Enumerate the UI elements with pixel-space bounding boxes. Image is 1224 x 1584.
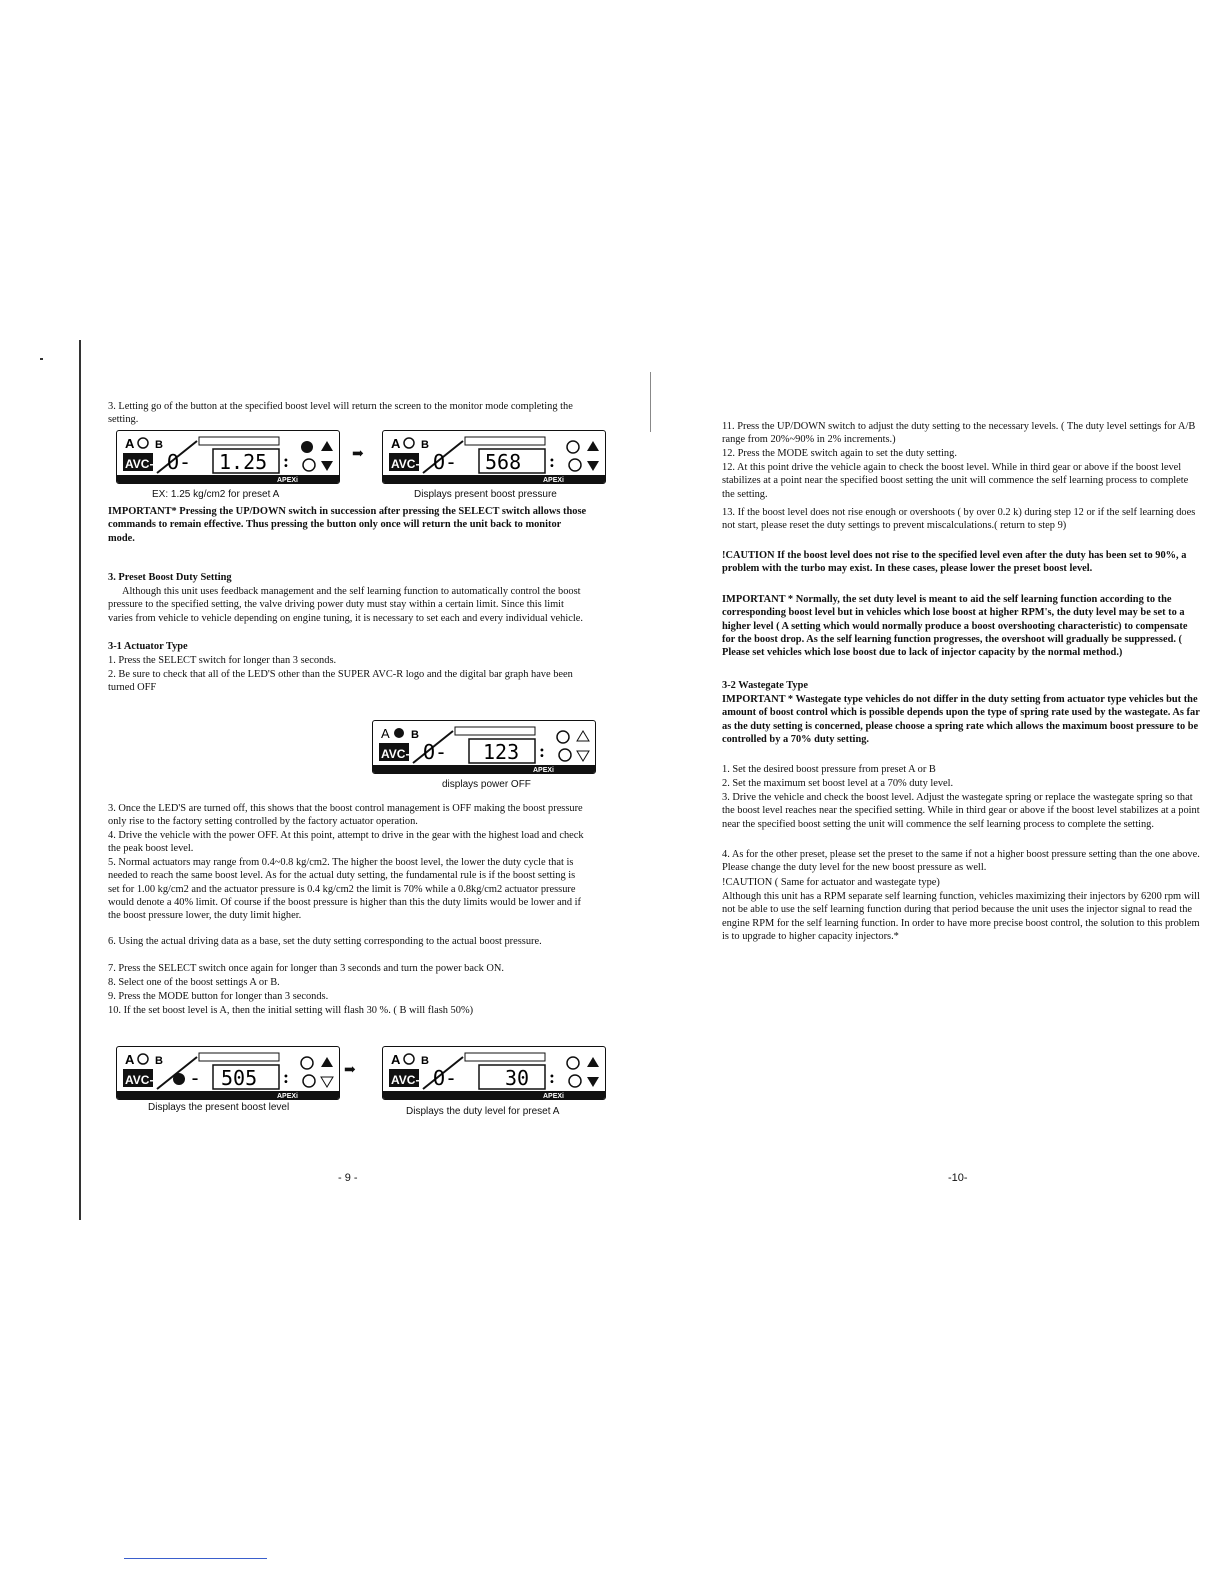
svg-text::: : [539, 741, 545, 761]
step-1-select: 1. Press the SELECT switch for longer than 3 seconds. [108, 655, 337, 666]
lcd-display-duty-level [382, 1046, 606, 1100]
lcd-display-monitor [382, 430, 606, 484]
step-3-letting-go: 3. Letting go of the button at the specified boost level will return the screen to the monitor mode completing the setting. [108, 401, 573, 426]
step-5-normal-actuators: 5. Normal actuators may range from 0.4~0.8 kg/cm2. The higher the boost level, the lower the duty cycle that is needed to reach the same boost level. As for the actual duty setting, the fundamental rule is if the boost setting is set for 1.00 kg/cm2 and the actuator pressure is 0.4 kg/cm2 the limit is 70% while a 0.8kg/cm2 actuator pressure would denote a 40% limit. Of course if the boost pressure is higher than this the duty limits would be lower and if the boost pressure lower, the duty limit higher. [108, 857, 581, 922]
svg-text:B: B [421, 439, 429, 451]
svg-text:APEXi: APEXi [277, 477, 299, 483]
svg-text:123: 123 [483, 740, 520, 764]
svg-text:A: A [125, 1052, 135, 1067]
svg-text::: : [283, 451, 289, 471]
heading-preset-boost-duty: 3. Preset Boost Duty Setting [108, 572, 232, 583]
caption-duty-level: Displays the duty level for preset A [406, 1106, 560, 1117]
center-fold-mark [650, 372, 651, 432]
step-12-drive-check: 12. At this point drive the vehicle again to check the boost level. While in third gear or above if the boost level stabilizes at a point near the specified boost setting the unit will commence the self learning process to complete the setting. [722, 462, 1189, 500]
lcd-display-power-off [372, 720, 596, 774]
svg-text:O-: O- [433, 450, 458, 474]
wastegate-step-2: 2. Set the maximum set boost level at a 70% duty level. [722, 778, 954, 789]
step-6-duty-setting: 6. Using the actual driving data as a base, set the duty setting corresponding to the actual boost pressure. [108, 936, 542, 947]
svg-text:APEXi: APEXi [277, 1093, 299, 1099]
svg-text:A: A [381, 726, 390, 741]
page-number-10: -10- [948, 1172, 968, 1184]
svg-text:568: 568 [485, 450, 522, 474]
scan-edge-mark [79, 340, 81, 1220]
svg-text:505: 505 [221, 1066, 258, 1090]
svg-text:30: 30 [505, 1066, 530, 1090]
wastegate-step-4: 4. As for the other preset, please set the preset to the same if not a higher boost pressure setting than the one above. Please change the duty level for the new boost pressure as well. [722, 849, 1200, 874]
svg-text:1.25: 1.25 [219, 450, 268, 474]
important-note-2: IMPORTANT * Normally, the set duty level is meant to aid the self learning function according to the corresponding boost level but in vehicles which lose boost at higher RPM's, the duty level may be set to a higher level ( A setting which would normally produce a boost overshooting characteristic) to compensate for the boost drop. As the self learning function progresses, the overshoot will gradually be suppressed. ( Please set vehicles which lose boost due to lack of injector capacity by the normal method.) [722, 594, 1188, 659]
svg-text:AVC-R: AVC-R [391, 457, 429, 471]
svg-text:B: B [421, 1055, 429, 1067]
svg-text:-: - [189, 1066, 202, 1090]
lcd-display-boost-level [116, 1046, 340, 1100]
step-2-check-leds: 2. Be sure to check that all of the LED'S other than the SUPER AVC-R logo and the digital bar graph have been turned OFF [108, 669, 573, 694]
svg-text:A: A [391, 1052, 401, 1067]
svg-text:A: A [125, 436, 135, 451]
svg-text::: : [549, 1067, 555, 1087]
lcd-panel-graphic [117, 431, 339, 483]
svg-text:O-: O- [167, 450, 192, 474]
caption-preset-a: EX: 1.25 kg/cm2 for preset A [152, 489, 280, 500]
caution-same-types: !CAUTION ( Same for actuator and wastegate type) [722, 877, 940, 888]
arrow-right-icon: ➡ [352, 447, 364, 462]
step-11-updown: 11. Press the UP/DOWN switch to adjust the duty setting to the necessary levels. ( The duty level settings for A/B range from 20%~90% in 2% increments.) [722, 421, 1196, 446]
wastegate-step-3: 3. Drive the vehicle and check the boost level. Adjust the wastegate spring or replace the wastegate spring so that the boost level reaches near the specified setting. While in third gear or above if the boost level stabilizes at a point near the specified boost setting the unit will commence the self learning process to complete the setting. [722, 792, 1200, 830]
arrow-right-icon: ➡ [344, 1063, 356, 1078]
caption-present-boost-level: Displays the present boost level [148, 1102, 290, 1113]
svg-text:A: A [391, 436, 401, 451]
paragraph-injectors: Although this unit has a RPM separate self learning function, vehicles maximizing their injectors by 6200 rpm will not be able to use the self learning function during that period because the unit uses the injector signal to read the engine RPM for the self learning function. In order to have more precise boost control, the solution to this problem is to upgrade to higher capacity injectors.* [722, 891, 1200, 942]
lcd-display-preset-a [116, 430, 340, 484]
wastegate-step-1: 1. Set the desired boost pressure from preset A or B [722, 764, 936, 775]
step-10-initial-setting: 10. If the set boost level is A, then the initial setting will flash 30 %. ( B will flash 50%) [108, 1005, 474, 1016]
important-note-1: IMPORTANT* Pressing the UP/DOWN switch in succession after pressing the SELECT switch allows those commands to remain effective. Thus pressing the button only once will return the unit back to monitor mode. [108, 506, 587, 544]
svg-text:O-: O- [423, 740, 448, 764]
caption-power-off: displays power OFF [442, 779, 531, 790]
svg-text::: : [549, 451, 555, 471]
important-note-3: IMPORTANT * Wastegate type vehicles do not differ in the duty setting from actuator type vehicles but the amount of boost control which is possible depends upon the type of spring rate used by the wastegate. As far as the duty setting is concerned, please choose a spring rate which allows the maximum boost pressure to be controlled by a 70% duty setting. [722, 694, 1200, 745]
caption-present-boost: Displays present boost pressure [414, 489, 557, 500]
svg-text:APEXi: APEXi [543, 1093, 565, 1099]
step-3-leds-off: 3. Once the LED'S are turned off, this shows that the boost control management is OFF making the boost pressure only rise to the factory setting controlled by the factory actuator operation. [108, 803, 583, 828]
svg-text:AVC-R: AVC-R [125, 457, 163, 471]
svg-text:O-: O- [433, 1066, 458, 1090]
svg-text:AVC-R: AVC-R [125, 1073, 163, 1087]
step-9-mode-button: 9. Press the MODE button for longer than 3 seconds. [108, 991, 329, 1002]
scan-edge-tick [40, 358, 43, 360]
step-12-mode-switch: 12. Press the MODE switch again to set the duty setting. [722, 448, 957, 459]
svg-text:B: B [155, 439, 163, 451]
svg-text:APEXi: APEXi [543, 477, 565, 483]
paragraph-duty-intro: Although this unit uses feedback management and the self learning function to automatically control the boost pressure to the specified setting, the valve driving power duty must stay within a certain limit. Since this limit varies from vehicle to vehicle depending on engine tuning, it is necessary to set each and every individual vehicle. [108, 586, 583, 624]
heading-actuator-type: 3-1 Actuator Type [108, 641, 188, 652]
svg-text:AVC-R: AVC-R [381, 747, 419, 761]
svg-text::: : [283, 1067, 289, 1087]
step-7-power-on: 7. Press the SELECT switch once again for longer than 3 seconds and turn the power back ON. [108, 963, 505, 974]
page-number-9: - 9 - [338, 1172, 358, 1184]
scan-bottom-underline [124, 1558, 267, 1559]
step-4-drive-power-off: 4. Drive the vehicle with the power OFF. At this point, attempt to drive in the gear with the highest load and check the peak boost level. [108, 830, 584, 855]
step-13-reset: 13. If the boost level does not rise enough or overshoots ( by over 0.2 k) during step 12 or if the self learning does not start, please reset the duty settings to prevent miscalculations.( return to step 9) [722, 507, 1196, 532]
heading-wastegate-type: 3-2 Wastegate Type [722, 680, 809, 691]
svg-text:APEXi: APEXi [533, 767, 555, 773]
svg-text:AVC-R: AVC-R [391, 1073, 429, 1087]
step-8-select-boost: 8. Select one of the boost settings A or B. [108, 977, 280, 988]
svg-text:B: B [411, 729, 419, 741]
caution-turbo: !CAUTION If the boost level does not rise to the specified level even after the duty has been set to 90%, a problem with the turbo may exist. In these cases, please lower the preset boost level. [722, 550, 1187, 575]
svg-text:B: B [155, 1055, 163, 1067]
